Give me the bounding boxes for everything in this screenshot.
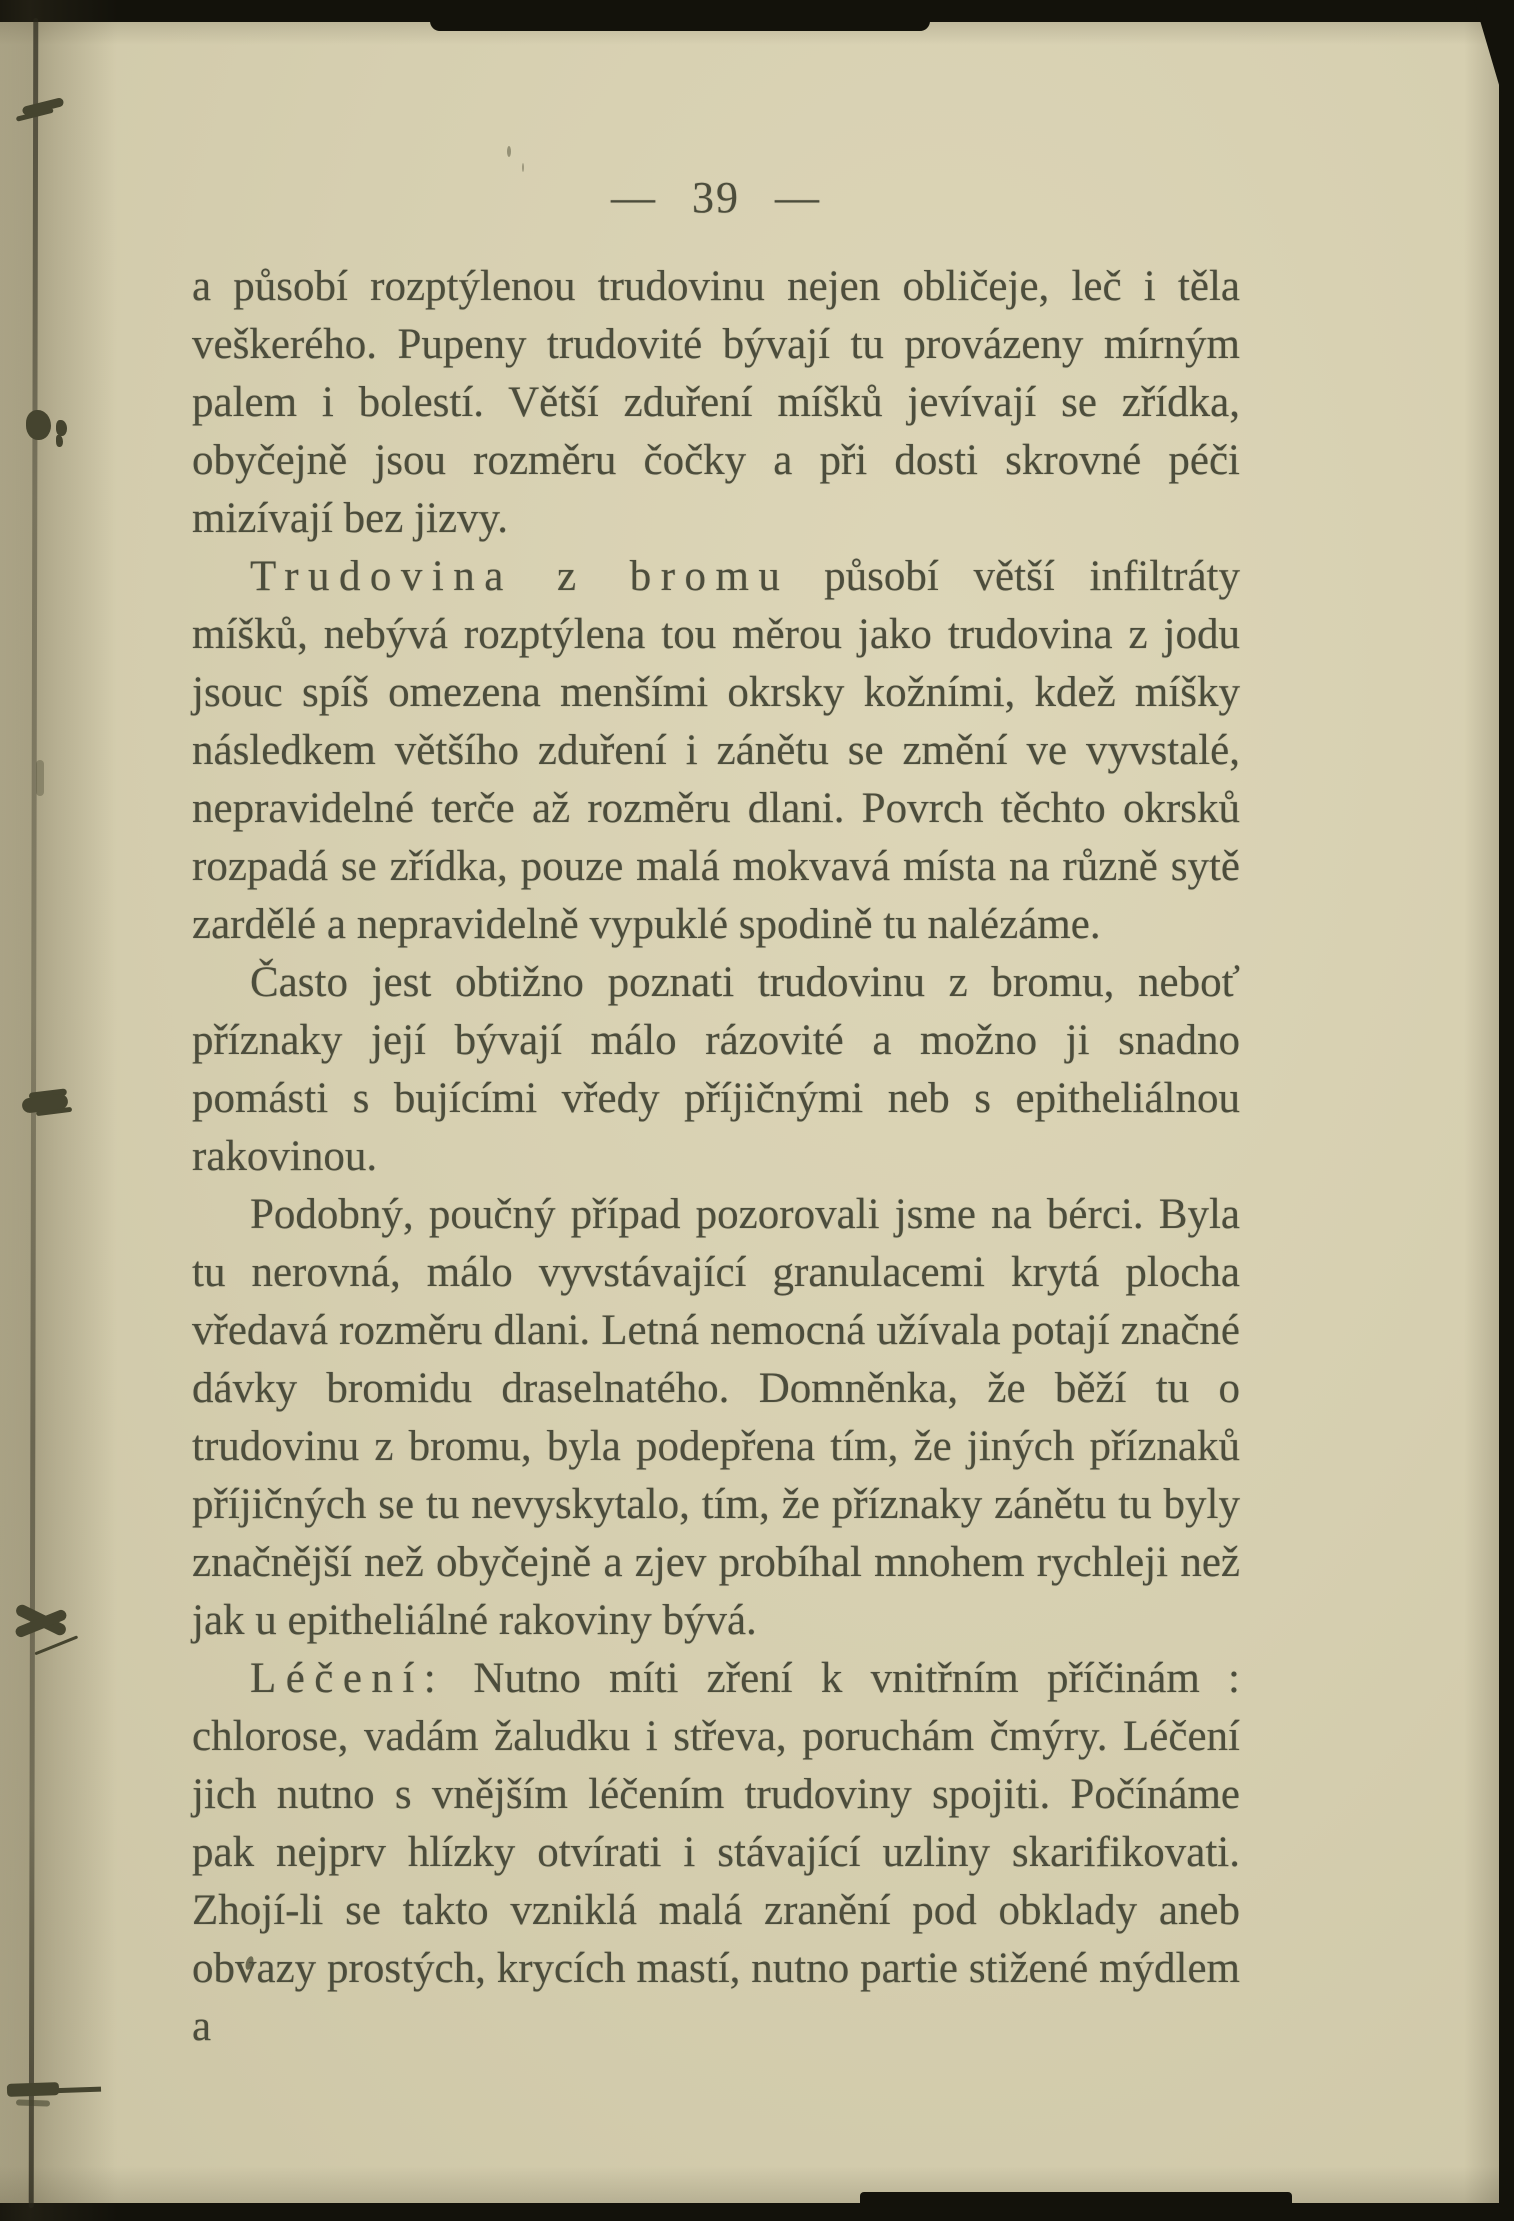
paragraph-text: působí větší infiltráty míšků, nebývá rozptýlena tou měrou jako trudovina z jodu jsouc spíš omezena menšími okrsky kožními, kdež míšky následkem většího zduření i zánětu se změní ve vyvstalé, nepravidelné terče až rozměru dlani. Povrch těchto okrsků rozpadá se zřídka, pouze malá mokvavá místa na různě sytě zardělé a nepravidelně vypuklé spodině tu nalézáme. bbox=[192, 553, 1240, 948]
page-number: — 39 — bbox=[611, 173, 821, 222]
ink-mark bbox=[16, 2099, 50, 2106]
paragraph-lead: Trudovina z bromu bbox=[250, 553, 790, 600]
ink-speck bbox=[507, 146, 511, 157]
scan-edge-top-bump bbox=[430, 0, 930, 31]
paragraph-text: Podobný, poučný případ pozorovali jsme na bérci. Byla tu nerovná, málo vyvstávající granulacemi krytá plocha vředavá rozměru dlani. Letná nemocná užívala potají značné dávky bromidu draselnatého. Domněnka, že běží tu o trudovinu z bromu, byla podepřena tím, že jiných příznaků příjičných se tu nevyskytalo, tím, že příznaky zánětu tu byly značnější než obyčejně a zjev probíhal mnohem rychleji než jak u epitheliálné rakoviny bývá. bbox=[192, 1191, 1240, 1644]
scan-corner-top-right bbox=[1474, 0, 1502, 95]
page-text bbox=[192, 258, 1240, 2056]
ink-mark bbox=[26, 410, 51, 440]
paragraph bbox=[192, 954, 1240, 1186]
paragraph bbox=[192, 1650, 1240, 2056]
ink-mark bbox=[36, 760, 44, 796]
scan-edge-right bbox=[1499, 0, 1514, 2221]
paragraph bbox=[192, 1186, 1240, 1650]
binding-gutter-shadow bbox=[0, 0, 120, 2221]
paragraph-text: Často jest obtižno poznati trudovinu z bromu, neboť příznaky její bývají málo rázovité a možno ji snadno pomásti s bujícími vředy příjičnými neb s epitheliálnou rakovinou. bbox=[192, 959, 1240, 1180]
paragraph bbox=[192, 258, 1240, 548]
paragraph-text: Nutno míti zření k vnitřním příčinám : chlorose, vadám žaludku i střeva, poruchám čmýry. Léčení jich nutno s vnějším léčením trudoviny spojiti. Počínáme pak nejprv hlízky otvírati i stávající uzliny skarifikovati. Zhojí-li se takto vzniklá malá zranění pod obklady aneb obvazy prostých, krycích mastí, nutno partie stižené mýdlem a bbox=[192, 1655, 1240, 2050]
scan-edge-bottom-bump bbox=[860, 2192, 1292, 2221]
ink-mark bbox=[7, 2082, 59, 2097]
paragraph-text: a působí rozptýlenou trudovinu nejen obličeje, leč i těla veškerého. Pupeny trudovité bývají tu provázeny mírným palem i bolestí. Větší zduření míšků jevívají se zřídka, obyčejně jsou rozměru čočky a při dosti skrovné péči mizívají bez jizvy. bbox=[192, 263, 1240, 542]
paragraph-lead: Léčení: bbox=[250, 1655, 446, 1702]
paragraph bbox=[192, 548, 1240, 954]
